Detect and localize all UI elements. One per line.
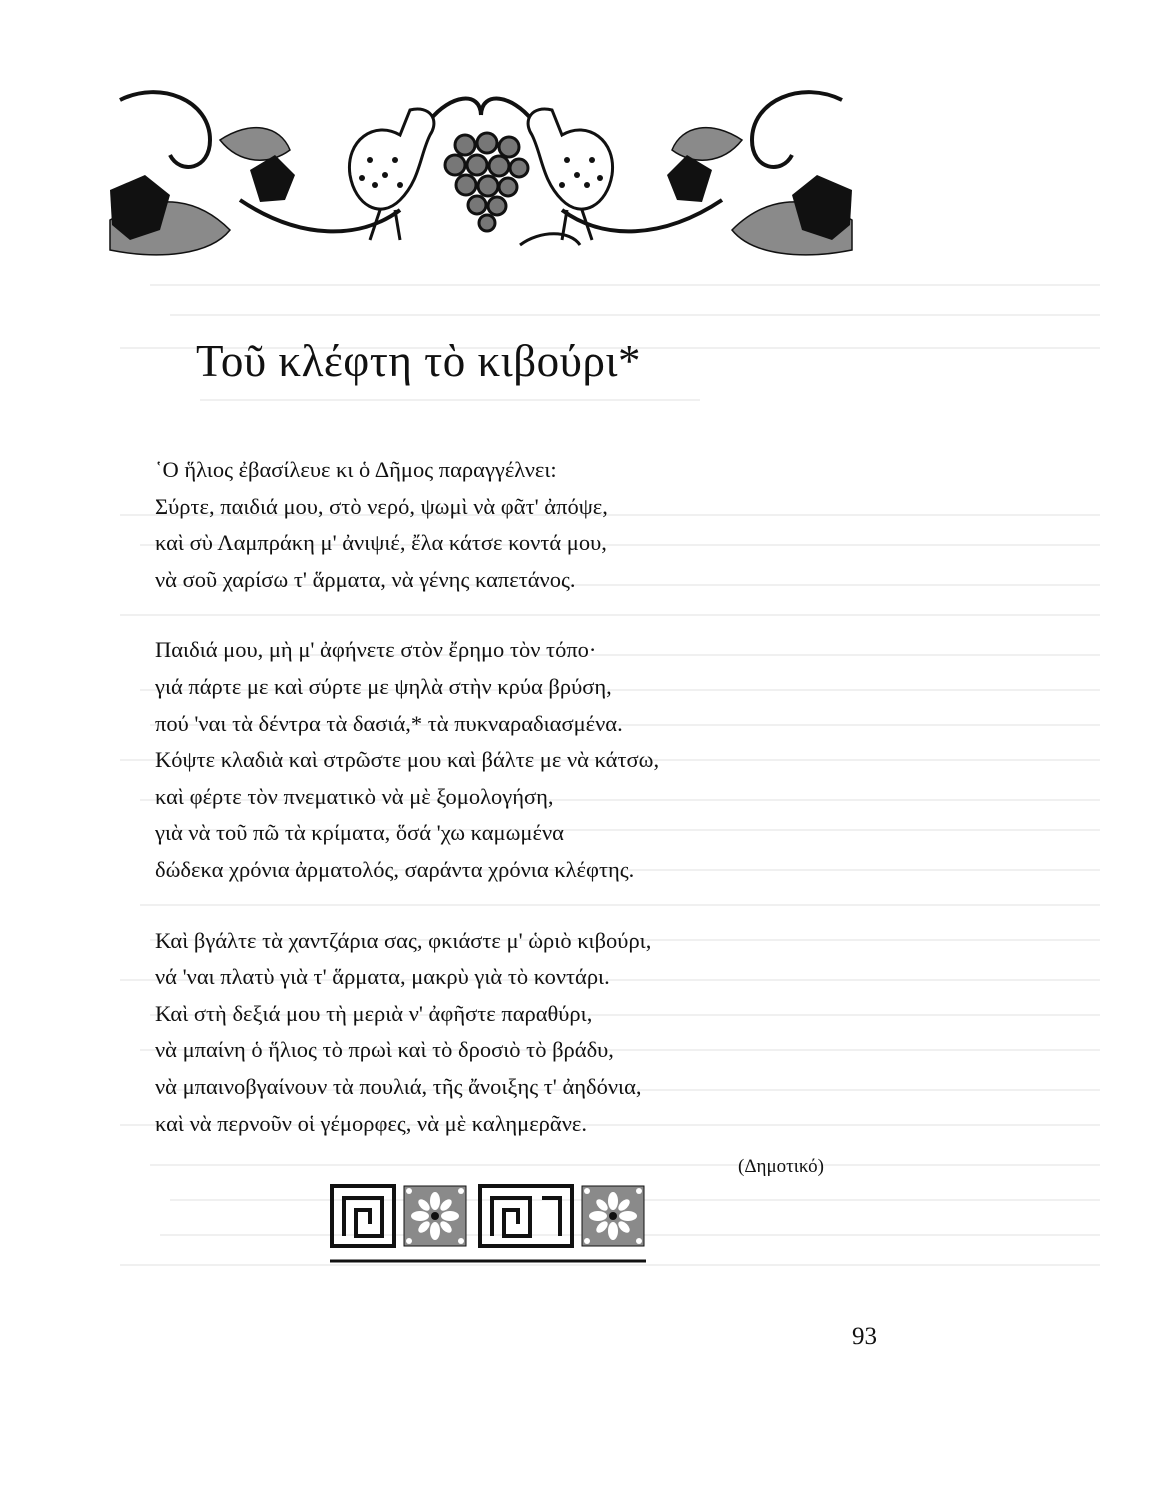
- poem-line: νὰ σοῦ χαρίσω τ' ἅρματα, νὰ γένης καπετάνος.: [155, 566, 576, 592]
- poem-line: γιὰ νὰ τοῦ πῶ τὰ κρίματα, ὅσά 'χω καμωμένα: [155, 820, 564, 846]
- source-attribution: (Δημοτικό): [738, 1156, 824, 1177]
- poem-line: Σύρτε, παιδιά μου, στὸ νερό, ψωμὶ νὰ φᾶτ' ἀπόψε,: [155, 493, 608, 519]
- poem-line: ῾Ο ἥλιος ἐβασίλευε κι ὁ Δῆμος παραγγέλνει:: [155, 457, 557, 482]
- poem-line: καὶ φέρτε τὸν πνεματικὸ νὰ μὲ ξομολογήση,: [155, 783, 554, 809]
- poem-line: πού 'ναι τὰ δέντρα τὰ δασιά,* τὰ πυκναραδιασμένα.: [155, 710, 623, 736]
- stanza-3: [155, 923, 875, 1143]
- stanza-2: [155, 632, 875, 888]
- header-ornament-banner: [100, 80, 862, 260]
- poem-line: δώδεκα χρόνια ἀρματολός, σαράντα χρόνια κλέφτης.: [155, 856, 635, 882]
- greek-key-icon: [480, 1186, 572, 1246]
- poem-line: νὰ μπαινοβγαίνουν τὰ πουλιά, τῆς ἄνοιξης τ' ἀηδόνια,: [155, 1073, 642, 1099]
- poem-line: νὰ μπαίνη ὁ ἥλιος τὸ πρωὶ καὶ τὸ δροσιὸ τὸ βράδυ,: [155, 1037, 614, 1063]
- flower-tile-icon: [582, 1186, 644, 1246]
- poem-line: γιά πάρτε με καὶ σύρτε με ψηλὰ στὴν κρύα βρύση,: [155, 673, 612, 699]
- poem-line: καὶ νὰ περνοῦν οἱ γέμορφες, νὰ μὲ καλημερᾶνε.: [155, 1110, 587, 1136]
- poem-title: Τοῦ κλέφτη τὸ κιβούρι*: [196, 336, 642, 386]
- flower-tile-icon: [404, 1186, 466, 1246]
- stanza-1: [155, 452, 875, 598]
- poem-line: Καὶ βγάλτε τὰ χαντζάρια σας, φκιάστε μ' ὡριὸ κιβούρι,: [155, 927, 652, 953]
- footer-ornament: [330, 1184, 646, 1266]
- greek-key-icon: [332, 1186, 394, 1246]
- page-number: 93: [852, 1323, 877, 1350]
- poem-line: Κόψτε κλαδιὰ καὶ στρῶστε μου καὶ βάλτε με νὰ κάτσω,: [155, 747, 660, 773]
- poem-line: καὶ σὺ Λαμπράκη μ' ἀνιψιέ, ἔλα κάτσε κοντά μου,: [155, 530, 607, 556]
- poem-line: νά 'ναι πλατὺ γιὰ τ' ἅρματα, μακρὺ γιὰ τὸ κοντάρι.: [155, 964, 610, 990]
- poem-body: [155, 452, 875, 1176]
- poem-line: Παιδιά μου, μὴ μ' ἀφήνετε στὸν ἔρημο τὸν τόπο·: [155, 637, 597, 663]
- poem-line: Καὶ στὴ δεξιά μου τὴ μεριὰ ν' ἀφῆστε παραθύρι,: [155, 1000, 593, 1026]
